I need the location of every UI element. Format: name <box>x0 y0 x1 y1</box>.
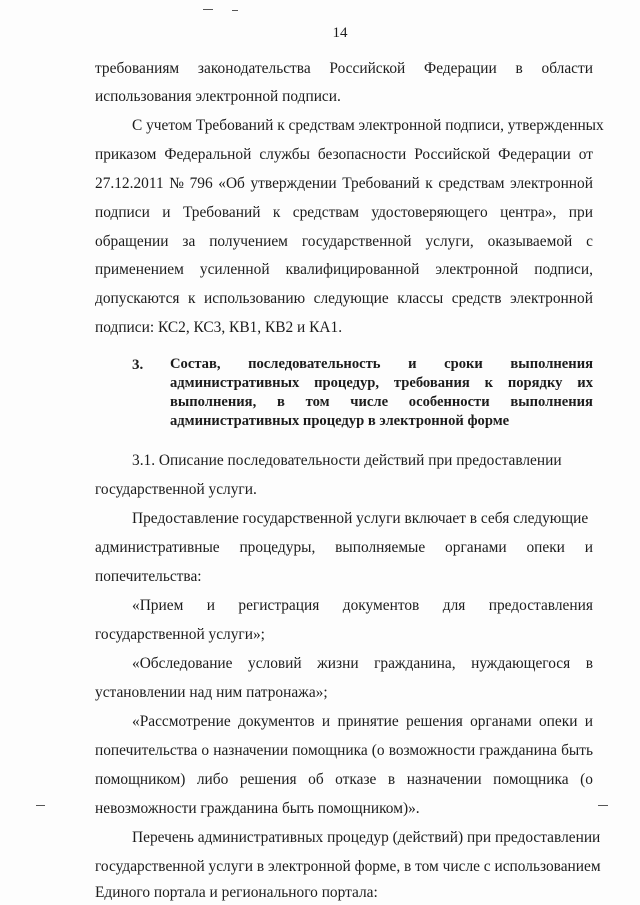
section-heading-line: административных процедур в электронной форме <box>170 413 510 429</box>
word: услуги, <box>425 233 474 250</box>
word: опеки <box>538 713 578 730</box>
word: электронной <box>510 290 593 307</box>
word: и <box>321 713 331 730</box>
word: Состав, <box>170 356 221 372</box>
word: нуждающегося <box>471 655 571 672</box>
word: средствам <box>438 175 505 192</box>
word: классы <box>397 290 444 307</box>
word: выполнения <box>510 356 593 372</box>
word: подписи <box>95 204 150 221</box>
text-line <box>95 291 593 306</box>
word: обращении <box>95 233 169 250</box>
word: Российской <box>414 146 491 163</box>
word: условий <box>248 655 302 672</box>
word: либо <box>196 771 229 788</box>
word: помощником) <box>95 771 186 788</box>
word: гражданина <box>479 742 557 759</box>
word: помощника <box>292 742 368 759</box>
word: в <box>387 771 396 788</box>
word: помощника <box>493 771 569 788</box>
word: и <box>584 713 593 730</box>
text-line <box>95 743 593 758</box>
word: средствам <box>292 204 359 221</box>
word: к <box>272 204 281 221</box>
word: при <box>568 204 593 221</box>
word: регистрация <box>238 597 320 614</box>
word: административные <box>95 539 220 556</box>
word: «Обследование <box>132 655 233 672</box>
word: принятие <box>337 713 399 730</box>
text-line: использования электронной подписи. <box>95 88 341 105</box>
text-line <box>95 234 593 249</box>
word: от <box>578 146 593 163</box>
word: 796 <box>189 175 213 192</box>
word: «Прием <box>132 597 184 614</box>
section-heading-line <box>170 376 593 391</box>
word: жизни <box>317 655 359 672</box>
text-line: государственной услуги в электронной форме, в том числе с использованием <box>95 858 601 875</box>
word: административных <box>170 375 300 391</box>
scan-speck <box>598 805 608 806</box>
word: решения <box>239 771 297 788</box>
word: «Рассмотрение <box>132 713 231 730</box>
word: возможности <box>388 742 476 759</box>
word: попечительства <box>95 742 198 759</box>
word: для <box>442 597 466 614</box>
word: документов <box>238 713 315 730</box>
word: № <box>169 175 184 192</box>
word: об <box>308 771 324 788</box>
word: законодательства <box>197 60 311 77</box>
word: Российской <box>329 60 406 77</box>
word: особенности <box>408 394 490 410</box>
word: получением <box>209 233 288 250</box>
word: безопасности <box>317 146 407 163</box>
text-line: Единого портала и регионального портала: <box>95 884 378 901</box>
word: их <box>577 375 593 391</box>
word: порядку <box>507 375 563 391</box>
word: предоставления <box>488 597 593 614</box>
scan-speck <box>232 10 238 11</box>
text-line <box>95 540 593 555</box>
word: требования <box>393 375 470 391</box>
text-line <box>132 714 593 729</box>
word: процедур, <box>314 375 380 391</box>
word: выполнения <box>510 394 593 410</box>
section-number: 3. <box>132 357 144 373</box>
word: государственной <box>301 233 412 250</box>
word: за <box>182 233 196 250</box>
word: средств <box>451 290 502 307</box>
word: том <box>305 394 330 410</box>
word: с <box>586 233 593 250</box>
word: утверждении <box>250 175 337 192</box>
word: назначении <box>406 771 482 788</box>
text-line <box>95 176 593 191</box>
text-line <box>132 598 593 613</box>
text-line <box>95 262 593 277</box>
word: применением <box>95 261 184 278</box>
word: требованиям <box>95 60 180 77</box>
word: подписи, <box>534 261 593 278</box>
word: 27.12.2011 <box>95 175 164 192</box>
word: электронной <box>435 261 519 278</box>
word: следующие <box>313 290 389 307</box>
text-line: государственной услуги. <box>95 481 257 498</box>
word: документов <box>342 597 420 614</box>
word: Федеральной <box>164 146 252 163</box>
text-line: Предоставление государственной услуги включает в себя следующие <box>132 510 589 527</box>
section-heading-line <box>170 395 593 410</box>
word: выполняемые <box>335 539 426 556</box>
text-line: 3.1. Описание последовательности действий при предоставлении <box>132 452 562 469</box>
word: о <box>201 742 210 759</box>
scan-speck <box>203 9 213 10</box>
section-heading-line <box>170 357 593 372</box>
word: и <box>408 356 417 372</box>
word: к <box>484 375 494 391</box>
text-line: невозможности гражданина быть помощником)». <box>95 800 420 817</box>
word: гражданина, <box>374 655 456 672</box>
text-line: государственной услуги»; <box>95 626 265 643</box>
text-line <box>95 61 593 76</box>
word: в <box>585 655 593 672</box>
word: (о <box>371 742 385 759</box>
word: удостоверяющего <box>371 204 488 221</box>
word: и <box>584 539 593 556</box>
word: приказом <box>95 146 157 163</box>
word: сроки <box>444 356 483 372</box>
word: выполнения, <box>170 394 257 410</box>
word: электронной <box>510 175 593 192</box>
text-line <box>95 772 593 787</box>
word: в <box>276 394 285 410</box>
text-line: попечительства: <box>95 568 202 585</box>
word: квалифицированной <box>285 261 420 278</box>
word: и <box>206 597 215 614</box>
word: опеки <box>526 539 565 556</box>
word: решения <box>406 713 463 730</box>
word: Требований <box>342 175 420 192</box>
word: службы <box>259 146 310 163</box>
word: Федерации <box>424 60 497 77</box>
word: в <box>515 60 523 77</box>
word: центра», <box>500 204 557 221</box>
scan-speck <box>36 805 45 806</box>
word: назначении <box>213 742 289 759</box>
word: «Об <box>218 175 245 192</box>
word: к <box>188 290 196 307</box>
word: органами <box>470 713 532 730</box>
word: Федерации <box>498 146 571 163</box>
word: усиленной <box>199 261 270 278</box>
word: быть <box>561 742 593 759</box>
word: оказываемой <box>487 233 573 250</box>
word: и <box>162 204 171 221</box>
word: области <box>541 60 593 77</box>
text-line <box>95 147 593 162</box>
text-line: подписи: КС2, КС3, КВ1, КВ2 и КА1. <box>95 319 343 336</box>
word: допускаются <box>95 290 180 307</box>
word: Требований <box>182 204 261 221</box>
text-line: установлении над ним патронажа»; <box>95 684 328 701</box>
text-line <box>95 205 593 220</box>
word: последовательность <box>248 356 381 372</box>
word: к <box>425 175 433 192</box>
text-line <box>132 656 593 671</box>
word: органами <box>445 539 507 556</box>
word: отказе <box>335 771 377 788</box>
word: (о <box>580 771 593 788</box>
word: процедуры, <box>239 539 316 556</box>
text-line: С учетом Требований к средствам электронной подписи, утвержденных <box>132 117 604 134</box>
text-line: Перечень административных процедур (действий) при предоставлении <box>132 829 601 846</box>
page-number: 14 <box>332 25 348 41</box>
word: использованию <box>204 290 306 307</box>
word: числе <box>350 394 389 410</box>
